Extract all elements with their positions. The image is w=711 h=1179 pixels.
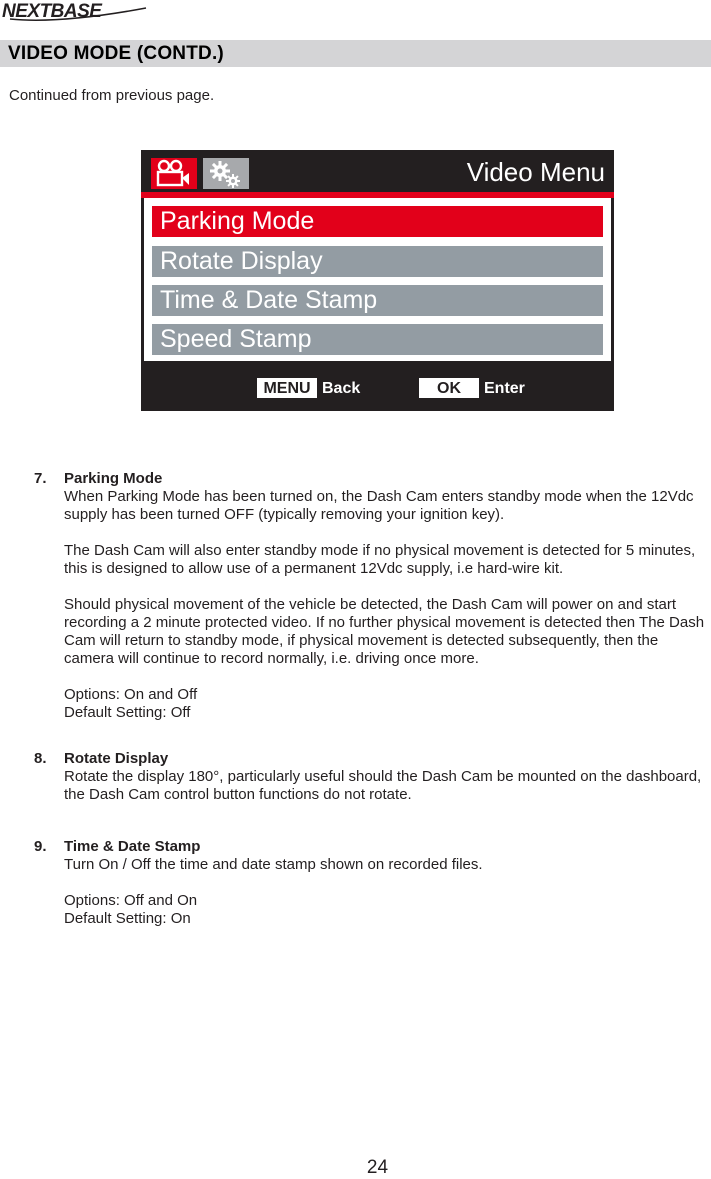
item-options: Options: Off and On Default Setting: On xyxy=(64,892,198,927)
screen-header xyxy=(141,150,614,193)
video-mode-tab xyxy=(151,158,197,189)
intro-text: Continued from previous page. xyxy=(9,87,215,104)
menu-item-time-date-stamp[interactable]: Time & Date Stamp xyxy=(152,285,603,316)
section-title: VIDEO MODE (CONTD.) xyxy=(8,43,224,64)
menu-item-speed-stamp[interactable]: Speed Stamp xyxy=(152,324,603,355)
item-paragraph: The Dash Cam will also enter standby mode if no physical movement is detected for 5 minutes, this is designed to allow use of a permanent 12Vdc supply, i.e hard-wire kit. xyxy=(64,542,696,577)
screen-title: Video Menu xyxy=(466,157,605,187)
menu-item-parking-mode[interactable]: Parking Mode xyxy=(152,206,603,237)
item-paragraph: Should physical movement of the vehicle be detected, the Dash Cam will power on and start recording a 2 minute protected video. If no further physical movement is detected then The Dash Cam will return to standby mode, if physical movement is detected subsequently, then the camera will continue to record normally, i.e. driving once more. xyxy=(64,596,705,667)
item-heading: Parking Mode xyxy=(64,470,163,487)
page-number: 24 xyxy=(366,1157,389,1178)
logo-text: NEXTBASE xyxy=(2,1,102,22)
menu-list xyxy=(144,198,611,361)
ok-button[interactable]: OK xyxy=(419,378,479,398)
back-label: Back xyxy=(322,380,361,397)
item-heading: Rotate Display xyxy=(64,750,169,767)
nextbase-logo xyxy=(0,0,150,22)
setup-mode-tab xyxy=(203,158,249,189)
enter-label: Enter xyxy=(484,380,525,397)
item-paragraph: Turn On / Off the time and date stamp shown on recorded files. xyxy=(64,856,483,873)
item-number: 7. xyxy=(34,470,47,487)
settings-gears-icon xyxy=(203,158,249,189)
item-paragraph: When Parking Mode has been turned on, the Dash Cam enters standby mode when the 12Vdc supply has been turned OFF (typically removing your ignition key). xyxy=(64,488,694,523)
item-paragraph: Rotate the display 180°, particularly useful should the Dash Cam be mounted on the dashboard, the Dash Cam control button functions do not rotate. xyxy=(64,768,702,803)
item-number: 9. xyxy=(34,838,47,855)
menu-button[interactable]: MENU xyxy=(257,378,317,398)
section-header-bar xyxy=(0,40,711,67)
nextbase-logo-mark xyxy=(0,0,150,22)
item-number: 8. xyxy=(34,750,47,767)
camera-menu-screen xyxy=(141,150,614,411)
video-camera-icon xyxy=(151,158,197,189)
item-options: Options: On and Off Default Setting: Off xyxy=(64,686,198,721)
menu-item-rotate-display[interactable]: Rotate Display xyxy=(152,246,603,277)
item-heading: Time & Date Stamp xyxy=(64,838,201,855)
